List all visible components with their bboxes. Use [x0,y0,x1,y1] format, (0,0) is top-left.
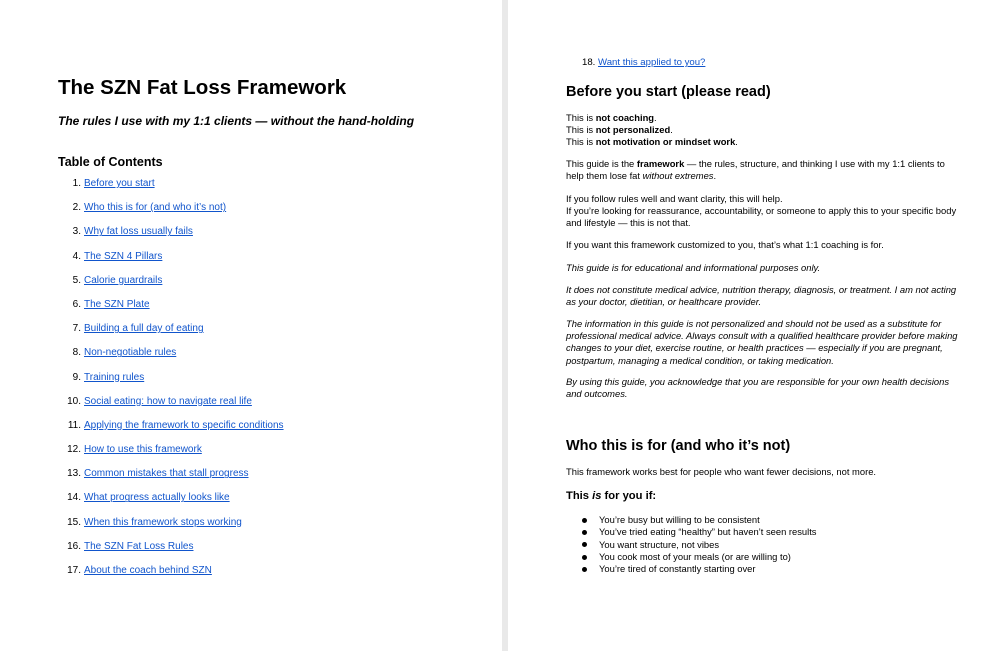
list-item-text: You’ve tried eating “healthy” but haven’t seen results [599,526,817,538]
toc-item [58,226,284,250]
toc-item [582,57,705,68]
right-page [508,0,1005,651]
text-run: for you if: [601,490,657,502]
toc-link[interactable]: The SZN Fat Loss Rules [84,540,194,552]
toc-link[interactable]: How to use this framework [84,444,202,456]
toc-link[interactable]: About the coach behind SZN [84,565,212,576]
toc-link[interactable]: The SZN Plate [84,298,150,310]
toc-link[interactable]: What progress actually looks like [84,492,230,504]
toc-number: 6. [72,298,81,310]
section-heading-who-this-is-for: Who this is for (and who it’s not) [566,438,791,454]
left-page [0,0,502,651]
toc-number: 10. [67,395,81,407]
bullet-icon [582,530,587,535]
toc-item [58,517,284,541]
toc-item [58,251,284,275]
toc-number: 7. [72,323,81,335]
toc-link[interactable]: Calorie guardrails [84,274,163,286]
toc-number: 14. [67,492,81,504]
bullet-icon [582,542,587,547]
toc-heading: Table of Contents [58,155,163,169]
list-item-text: You want structure, not vibes [599,538,720,550]
framework-paragraph [566,158,965,182]
statement-suffix: . [735,136,738,148]
disclaimer-educational: This guide is for educational and informational purposes only. [566,262,821,273]
toc-link[interactable]: Non-negotiable rules [84,347,177,359]
document-subtitle: The rules I use with my 1:1 clients — without the hand-holding [58,114,415,128]
text-run-bold: framework [636,158,685,169]
text-run: If you follow rules well and want clarity, this will help. [566,193,783,204]
toc-link[interactable]: Want this applied to you? [598,57,706,68]
toc-link[interactable]: Why fat loss usually fails [84,226,193,238]
toc-link[interactable]: Common mistakes that stall progress [84,468,249,480]
statement-bold: not coaching [595,112,655,123]
table-of-contents [58,178,284,589]
toc-number: 18. [582,57,596,68]
list-item [582,514,817,526]
text-run-italic: is [592,490,602,502]
toc-number: 16. [67,540,81,552]
toc-item [58,396,284,420]
customized-paragraph: If you want this framework customized to you, that’s what 1:1 coaching is for. [566,239,884,250]
statement-prefix: This is [566,136,596,148]
not-statements [566,112,965,149]
toc-item [58,323,284,347]
toc-link[interactable]: Building a full day of eating [84,323,204,335]
section-heading-before-you-start: Before you start (please read) [566,84,771,100]
toc-link[interactable]: Who this is for (and who it’s not) [84,202,227,214]
toc-number: 8. [72,347,81,359]
toc-link[interactable]: The SZN 4 Pillars [84,250,163,262]
bullet-icon [582,518,587,523]
toc-number: 4. [72,250,81,262]
bullet-icon [582,555,587,560]
toc-item [58,372,284,396]
toc-item [58,347,284,371]
follow-rules-paragraph [566,193,965,230]
who-intro: This framework works best for people who want fewer decisions, not more. [566,466,877,477]
disclaimer-acknowledge: By using this guide, you acknowledge that you are responsible for your own health decisions and outcomes. [566,376,950,400]
text-run: — the rules, structure, and thinking I use with my 1:1 clients to help them lose fat [566,158,945,182]
toc-number: 17. [67,565,81,576]
toc-link[interactable]: When this framework stops working [84,516,242,528]
toc-item [58,468,284,492]
list-item-text: You’re busy but willing to be consistent [599,514,760,525]
toc-item [58,178,284,202]
toc-link[interactable]: Before you start [84,178,155,189]
toc-number: 2. [72,202,81,214]
toc-number: 12. [67,444,81,456]
list-item [582,526,817,538]
toc-item [58,492,284,516]
toc-number: 5. [72,274,81,286]
statement-suffix: . [670,124,673,136]
toc-number: 1. [72,178,81,189]
text-run-italic: without extremes [642,170,714,182]
toc-item [58,541,284,565]
list-item [582,563,817,575]
list-item [582,539,817,551]
list-item-text: You cook most of your meals (or are willing to) [599,550,791,562]
list-item-text: You’re tired of constantly starting over [599,563,756,575]
statement-bold: not motivation or mindset work [595,136,736,148]
text-run: This [566,490,593,502]
toc-link[interactable]: Applying the framework to specific conditions [84,419,284,431]
toc-link[interactable]: Training rules [84,371,145,383]
toc-number: 11. [67,419,81,431]
statement-suffix: . [654,112,657,123]
toc-number: 13. [67,468,81,480]
text-run: If you’re looking for reassurance, accountability, or someone to apply this to your specific body and lifestyle — this is not that. [566,205,957,229]
toc-number: 15. [67,516,81,528]
for-you-subheading [566,490,656,502]
list-item [582,551,817,563]
document-title: The SZN Fat Loss Framework [58,76,347,99]
text-run: . [713,170,717,182]
bullet-icon [582,567,587,572]
toc-item [58,299,284,323]
text-run: This guide is the [566,158,637,169]
toc-number: 3. [72,226,81,238]
statement-bold: not personalized [595,124,671,136]
disclaimer-medical: It does not constitute medical advice, nutrition therapy, diagnosis, or treatment. I am not acting as your doctor, dietitian, or healthcare provider. [566,284,957,308]
toc-item [58,565,284,589]
statement-prefix: This is [566,112,596,123]
disclaimer-information: The information in this guide is not personalized and should not be used as a substitute for professional medical advice. Always consult with a qualified healthcare provider before making changes to your diet, exercise routine, or health practices — especially if you are pregnant, postpartum, managing a medical condition, or taking medication. [566,318,958,366]
for-you-list [582,514,817,575]
toc-link[interactable]: Social eating: how to navigate real life [84,395,252,407]
toc-item [58,420,284,444]
toc-item [58,202,284,226]
toc-item [58,275,284,299]
toc-item [58,444,284,468]
statement-prefix: This is [566,124,596,136]
toc-number: 9. [72,371,81,383]
